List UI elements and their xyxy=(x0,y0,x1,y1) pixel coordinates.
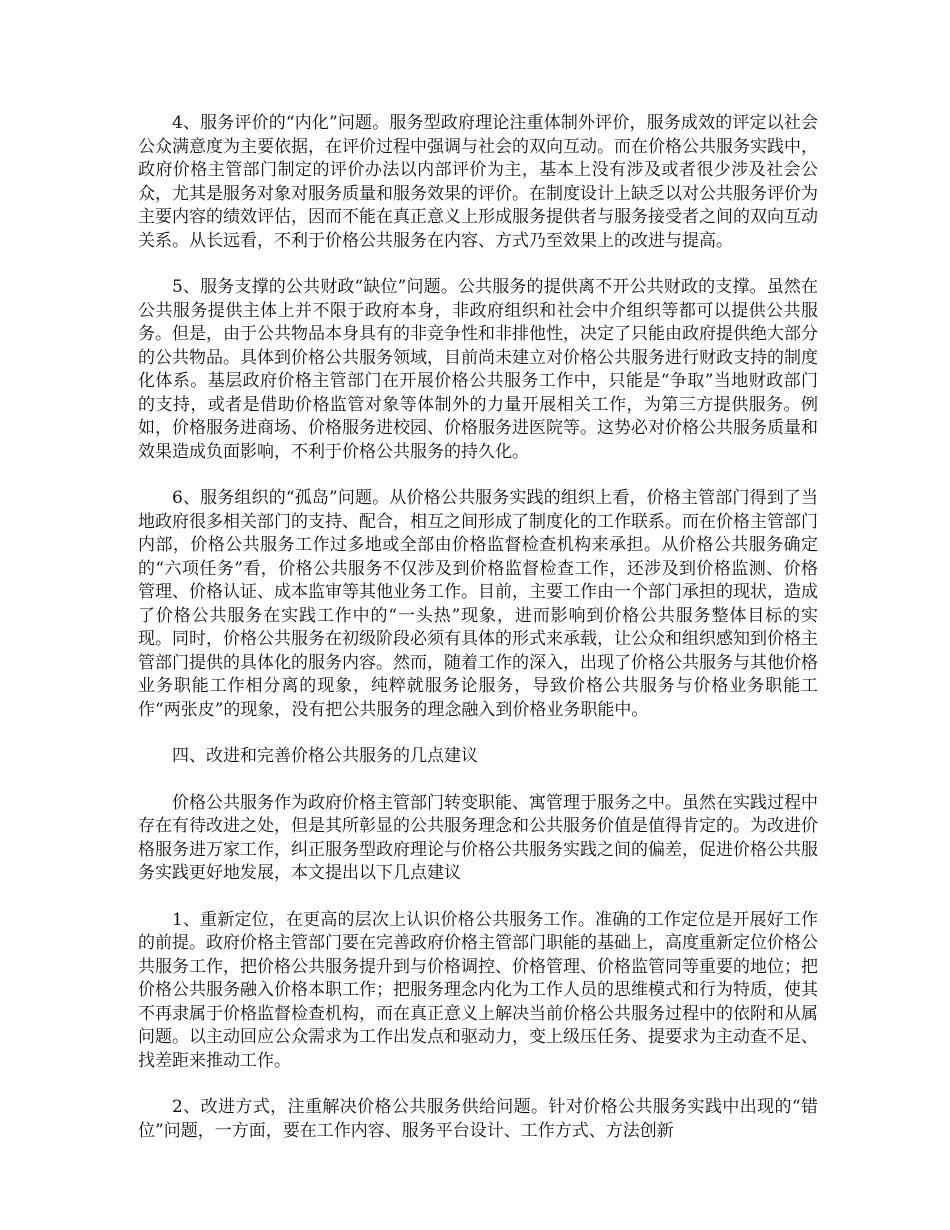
section-heading-suggestions: 四、改进和完善价格公共服务的几点建议 xyxy=(172,746,478,766)
paragraph-suggestion-1: 1、重新定位，在更高的层次上认识价格公共服务工作。准确的工作定位是开展好工作的前提。政府价格主管部门要在完善政府价格主管部门职能的基础上，高度重新定位价格公共服务工作，把价格公共服务提升到与价格调控、价格管理、价格监管同等重要的地位；把价格公共服务融入价格本职工作；把服务理念内化为工作人员的思维模式和行为特质，使其不再隶属于价格监督检查机构，而在真正意义上解决当前价格公共服务过程中的依附和从属问题。以主动回应公众需求为工作出发点和驱动力，变上级压任务、提要求为主动查不足、找差距来推动工作。 xyxy=(138,909,818,1071)
paragraph-service-evaluation: 4、服务评价的“内化”问题。服务型政府理论注重体制外评价，服务成效的评定以社会公众满意度为主要依据，在评价过程中强调与社会的双向互动。而在价格公共服务实践中，政府价格主管部门制定的评价办法以内部评价为主，基本上没有涉及或者很少涉及社会公众，尤其是服务对象对服务质量和服务效果的评价。在制度设计上缺乏以对公共服务评价为主要内容的绩效评估，因而不能在真正意义上形成服务提供者与服务接受者之间的双向互动关系。从长远看，不利于价格公共服务在内容、方式乃至效果上的改进与提高。 xyxy=(138,113,818,251)
paragraph-suggestions-intro: 价格公共服务作为政府价格主管部门转变职能、寓管理于服务之中。虽然在实践过程中存在有待改进之处，但是其所彰显的公共服务理念和公共服务价值是值得肯定的。为改进价格服务进万家工作，纠正服务型政府理论与价格公共服务实践之间的偏差，促进价格公共服务实践更好地发展，本文提出以下几点建议 xyxy=(138,792,818,883)
paragraph-service-organization: 6、服务组织的“孤岛”问题。从价格公共服务实践的组织上看，价格主管部门得到了当地政府很多相关部门的支持、配合，相互之间形成了制度化的工作联系。而在价格主管部门内部，价格公共服务工作过多地或全部由价格监督检查机构来承担。从价格公共服务确定的“六项任务”看，价格公共服务不仅涉及到价格监督检查工作，还涉及到价格监测、价格管理、价格认证、成本监审等其他业务工作。目前，主要工作由一个部门承担的现状，造成了价格公共服务在实践工作中的“一头热”现象，进而影响到价格公共服务整体目标的实现。同时，价格公共服务在初级阶段必须有具体的形式来承载，让公众和组织感知到价格主管部门提供的具体化的服务内容。然而，随着工作的深入，出现了价格公共服务与其他价格业务职能工作相分离的现象，纯粹就服务论服务，导致价格公共服务与价格业务职能工作“两张皮”的现象，没有把公共服务的理念融入到价格业务职能中。 xyxy=(138,488,818,720)
paragraph-public-finance: 5、服务支撑的公共财政“缺位”问题。公共服务的提供离不开公共财政的支撑。虽然在公共服务提供主体上并不限于政府本身，非政府组织和社会中介组织等都可以提供公共服务。但是，由于公共物品本身具有的非竞争性和非排他性，决定了只能由政府提供绝大部分的公共物品。具体到价格公共服务领域，目前尚未建立对价格公共服务进行财政支持的制度化体系。基层政府价格主管部门在开展价格公共服务工作中，只能是“争取”当地财政部门的支持，或者是借助价格监管对象等体制外的力量开展相关工作，为第三方提供服务。例如，价格服务进商场、价格服务进校园、价格服务进医院等。这势必对价格公共服务质量和效果造成负面影响，不利于价格公共服务的持久化。 xyxy=(138,277,818,462)
paragraph-suggestion-2: 2、改进方式，注重解决价格公共服务供给问题。针对价格公共服务实践中出现的“错位”问题，一方面，要在工作内容、服务平台设计、工作方式、方法创新 xyxy=(138,1097,818,1141)
document-body xyxy=(138,112,818,1166)
